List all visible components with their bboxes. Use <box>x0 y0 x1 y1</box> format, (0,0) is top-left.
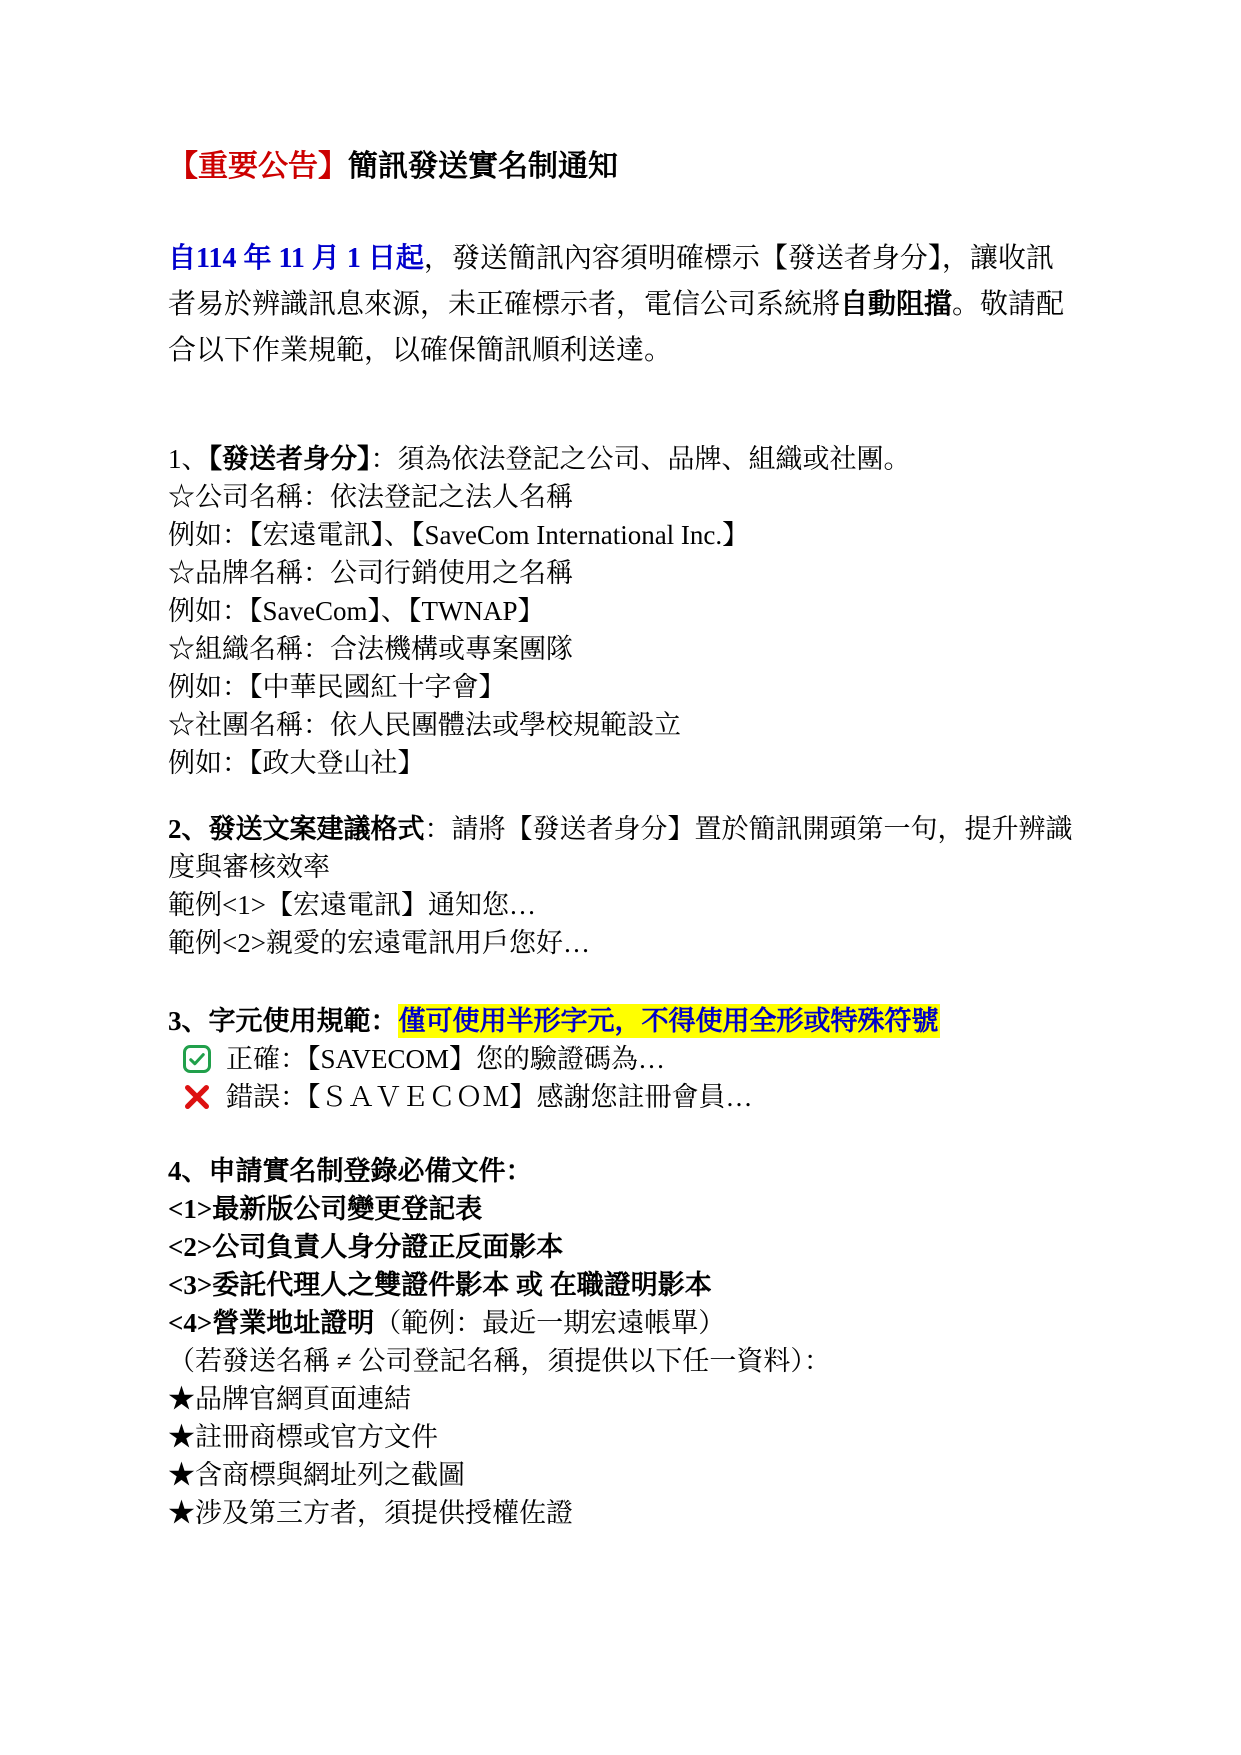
name-mismatch-note: （若發送名稱 ≠ 公司登記名稱，須提供以下任一資料）： <box>168 1346 831 1376</box>
star-item-screenshot: ★含商標與網址列之截圖 <box>168 1460 465 1490</box>
correct-example-text: 正確：【SAVECOM】您的驗證碼為… <box>226 1044 666 1074</box>
section-2-heading <box>168 810 1073 886</box>
intro-text-2: 。敬請配合以下作業規範，以確保簡訊順利送達。 <box>168 289 1065 366</box>
intro-text-1: ，發送簡訊內容須明確標示【發送者身分】，讓收訊者易於辨識訊息來源，未正確標示者，電信公司系統將 <box>168 243 1054 320</box>
document-item-2: <2>公司負責人身分證正反面影本 <box>168 1232 564 1262</box>
list-line-organization-example: 例如：【中華民國紅十字會】 <box>168 672 506 702</box>
correct-example-row <box>168 1040 1073 1078</box>
check-icon <box>182 1044 212 1074</box>
section-2-heading-rest: ：請將【發送者身分】置於簡訊開頭第一句，提升辨識度與審核效率 <box>168 814 1073 882</box>
wrong-example-text: 錯誤：【ＳＡＶＥＣＯＭ】感謝您註冊會員… <box>226 1082 753 1112</box>
section-3-heading <box>168 1002 1073 1040</box>
section-required-documents <box>168 1152 1073 1532</box>
section-2-heading-bold: 2、發送文案建議格式 <box>168 814 425 844</box>
section-1-heading-rest: ：須為依法登記之公司、品牌、組織或社團。 <box>370 444 911 474</box>
example-line-2: 範例<2>親愛的宏遠電訊用戶您好… <box>168 928 590 958</box>
intro-paragraph <box>168 236 1073 374</box>
effective-date: 自114 年 11 月 1 日起 <box>168 243 424 274</box>
section-sender-identity <box>168 440 1073 782</box>
document-item-4-bold: <4>營業地址證明 <box>168 1308 375 1338</box>
star-item-website-link: ★品牌官網頁面連結 <box>168 1384 411 1414</box>
document-item-1: <1>最新版公司變更登記表 <box>168 1194 483 1224</box>
highlighted-rule-text: 僅可使用半形字元，不得使用全形或特殊符號 <box>398 1006 939 1036</box>
document-item-4-rest: （範例：最近一期宏遠帳單） <box>374 1308 726 1338</box>
wrong-example-row <box>168 1078 1073 1116</box>
section-1-heading-bold: 【發送者身分】 <box>208 444 371 474</box>
section-character-rules <box>168 1002 1073 1116</box>
section-1-heading <box>168 440 1073 478</box>
list-line-company-example: 例如：【宏遠電訊】、【SaveCom International Inc.】 <box>168 520 750 550</box>
list-line-brand: ☆品牌名稱：公司行銷使用之名稱 <box>168 558 573 588</box>
list-line-organization: ☆組織名稱：合法機構或專案團隊 <box>168 634 573 664</box>
page-title <box>168 148 1073 186</box>
list-line-brand-example: 例如：【SaveCom】、【TWNAP】 <box>168 596 545 626</box>
star-item-third-party: ★涉及第三方者，須提供授權佐證 <box>168 1498 573 1528</box>
title-text: 簡訊發送實名制通知 <box>348 150 618 183</box>
intro-bold-auto-block: 自動阻擋 <box>840 289 953 320</box>
title-important-tag: 【重要公告】 <box>168 150 348 183</box>
star-item-trademark: ★註冊商標或官方文件 <box>168 1422 438 1452</box>
section-message-format <box>168 810 1073 962</box>
list-line-association: ☆社團名稱：依人民團體法或學校規範設立 <box>168 710 681 740</box>
document-item-4 <box>168 1304 1073 1342</box>
list-line-company: ☆公司名稱：依法登記之法人名稱 <box>168 482 573 512</box>
document-item-3: <3>委託代理人之雙證件影本 或 在職證明影本 <box>168 1270 712 1300</box>
section-3-heading-bold: 3、字元使用規範： <box>168 1006 398 1036</box>
list-line-association-example: 例如：【政大登山社】 <box>168 748 425 778</box>
cross-icon <box>182 1082 212 1112</box>
example-line-1: 範例<1>【宏遠電訊】通知您… <box>168 890 536 920</box>
section-4-heading: 4、申請實名制登錄必備文件： <box>168 1156 533 1186</box>
section-1-number: 1、 <box>168 444 209 474</box>
